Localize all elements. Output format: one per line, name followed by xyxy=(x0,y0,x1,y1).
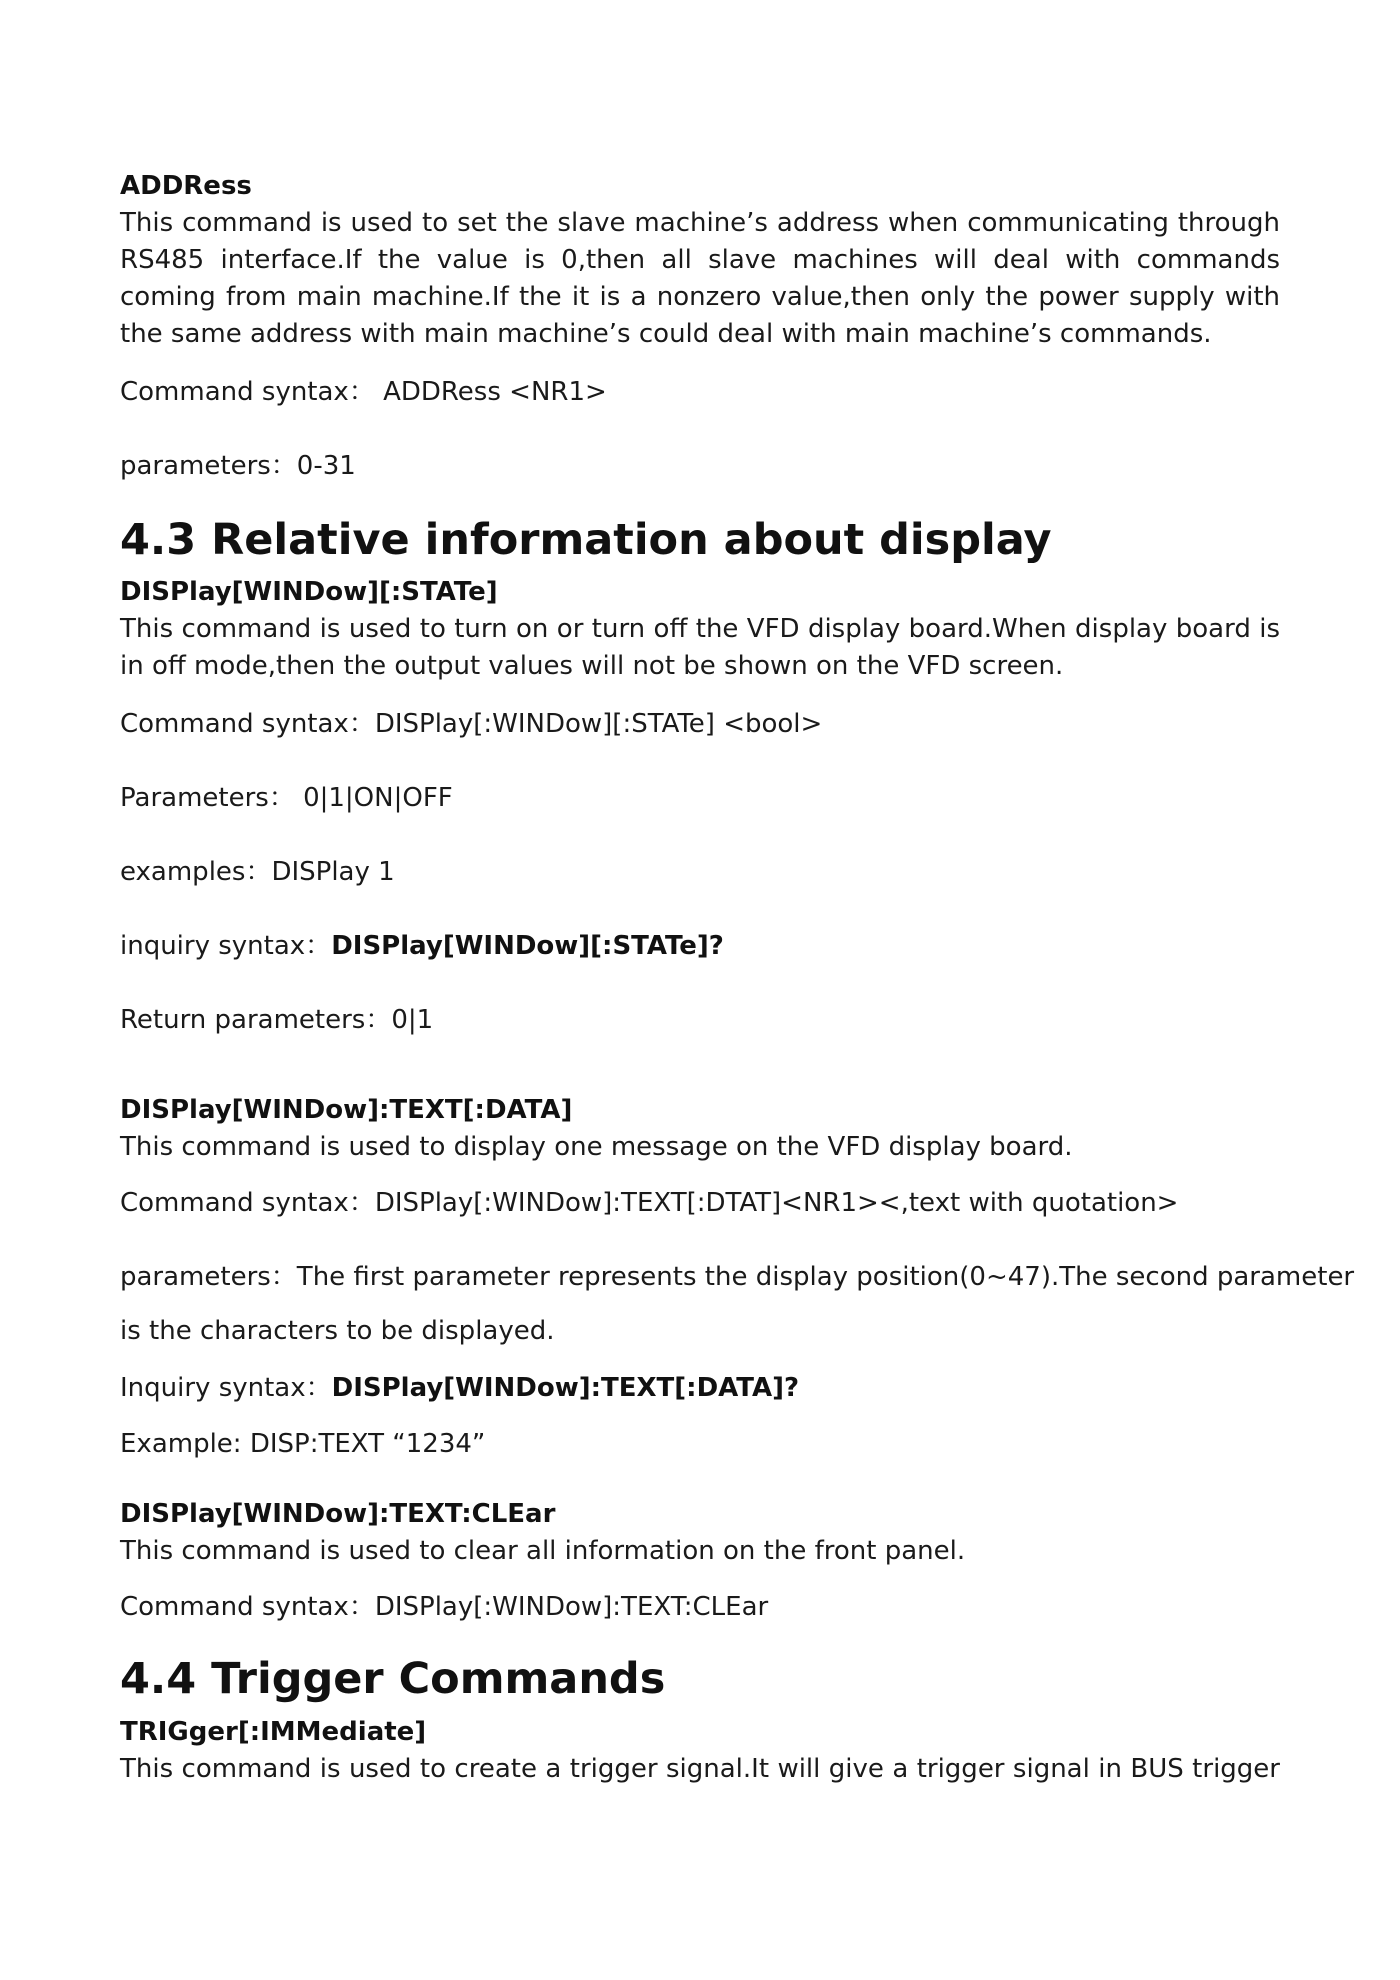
display-text-description: This command is used to display one message on the VFD display board. xyxy=(120,1132,1073,1162)
display-state-inquiry xyxy=(120,928,1280,964)
display-state-description: This command is used to turn on or turn off the VFD display board.When display board is in off mode,then the output values will not be shown on the VFD screen. xyxy=(120,614,1280,681)
display-text-parameters-line1: parameters：The first parameter represents the display position(0~47).The second parameter xyxy=(120,1262,1355,1292)
display-clear-description: This command is used to clear all information on the front panel. xyxy=(120,1536,966,1566)
address-command-title: ADDRess xyxy=(120,171,252,201)
display-state-command-title: DISPlay[WINDow][:STATe] xyxy=(120,577,498,607)
display-text-inquiry-label: Inquiry syntax： xyxy=(120,1373,332,1403)
display-text-parameters-line2: is the characters to be displayed. xyxy=(120,1316,555,1346)
display-text-syntax: Command syntax：DISPlay[:WINDow]:TEXT[:DTAT]<NR1><,text with quotation> xyxy=(120,1188,1179,1218)
section-heading-4-4: 4.4 Trigger Commands xyxy=(120,1654,666,1704)
display-state-syntax: Command syntax：DISPlay[:WINDow][:STATe] <bool> xyxy=(120,709,823,739)
display-text-inquiry xyxy=(120,1370,1280,1406)
address-description: This command is used to set the slave machine’s address when communicating through RS485 interface.If the value is 0,then all slave machines will deal with commands coming from main machine.If the it is a nonzero value,then only the power supply with the same address with main machine’s could deal with main machine’s commands. xyxy=(120,208,1280,349)
display-clear-syntax: Command syntax：DISPlay[:WINDow]:TEXT:CLEar xyxy=(120,1592,769,1622)
display-text-command-title: DISPlay[WINDow]:TEXT[:DATA] xyxy=(120,1095,573,1125)
display-state-parameters: Parameters： 0|1|ON|OFF xyxy=(120,783,453,813)
display-state-inquiry-value: DISPlay[WINDow][:STATe]? xyxy=(331,931,724,961)
display-state-inquiry-label: inquiry syntax： xyxy=(120,931,332,961)
trigger-command-title: TRIGger[:IMMediate] xyxy=(120,1717,427,1747)
trigger-description: This command is used to create a trigger signal.It will give a trigger signal in BUS trigger xyxy=(120,1754,1280,1784)
address-parameters: parameters：0-31 xyxy=(120,451,356,481)
display-text-example: Example: DISP:TEXT “1234” xyxy=(120,1429,486,1459)
display-clear-command-title: DISPlay[WINDow]:TEXT:CLEar xyxy=(120,1499,556,1529)
section-heading-4-3: 4.3 Relative information about display xyxy=(120,515,1052,565)
display-state-examples: examples：DISPlay 1 xyxy=(120,857,395,887)
address-syntax: Command syntax： ADDRess <NR1> xyxy=(120,377,607,407)
display-text-inquiry-value: DISPlay[WINDow]:TEXT[:DATA]? xyxy=(331,1373,800,1403)
display-state-return: Return parameters：0|1 xyxy=(120,1005,434,1035)
